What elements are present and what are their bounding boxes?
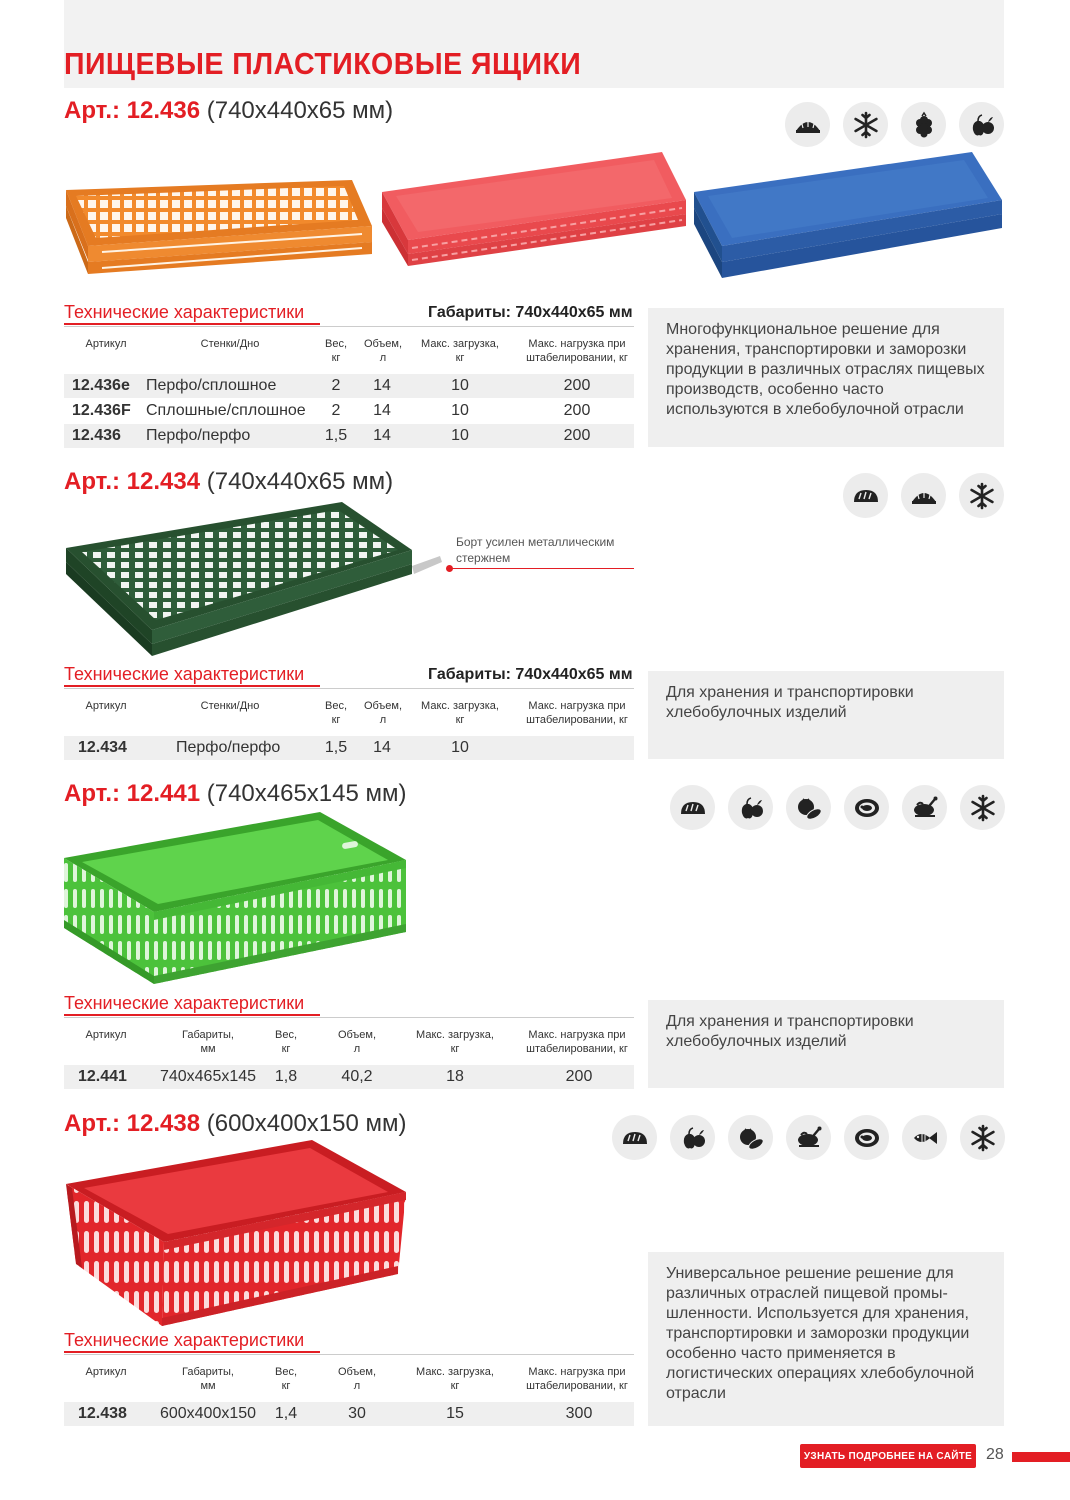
description-12436: Многофункциональное решение для хранения, транспортировки и заморозки продукции в различных отраслях пищевых производств, особенно часто используются в хлебобулочной отрасли — [648, 308, 1004, 447]
description-12441: Для хранения и транспортировки хлебобулочных изделий — [648, 1000, 1004, 1088]
cell-stack: 200 — [563, 377, 591, 394]
snowflake-icon — [960, 785, 1005, 830]
crate-green-image-12441 — [62, 808, 412, 993]
th-weight: Вес, кг — [324, 338, 347, 364]
cell-dims: 740х465х145 — [159, 1068, 257, 1085]
chicken-icon — [902, 785, 947, 830]
cell-volume: 40,2 — [341, 1068, 373, 1085]
th-dims: Габариты, мм — [182, 1029, 234, 1055]
cell-weight: 1,8 — [274, 1068, 298, 1085]
art-dims: (740х440х65 мм) — [200, 468, 394, 495]
cell-volume: 14 — [373, 739, 391, 756]
th-walls: Стенки/Дно — [200, 700, 260, 712]
tray-red-image — [382, 152, 686, 266]
spec-underline — [64, 323, 320, 325]
cell-walls: Перфо/перфо — [146, 427, 251, 444]
description-12438: Универсальное решение решение для различных отраслей пищевой промы-шленности. Используется для хранения, транспортировки и заморозки продукции особенно часто применяется в логистических операциях хлебобулочной отрасли — [648, 1252, 1004, 1426]
tray-blue-image — [694, 152, 1002, 278]
cell-load: 18 — [446, 1068, 464, 1085]
spec-underline — [64, 1351, 320, 1353]
vegetables-icon — [786, 785, 831, 830]
divider — [64, 326, 634, 327]
art-label: Арт.: 12.436 — [64, 97, 201, 124]
bread-icon — [670, 785, 715, 830]
fruit-icon — [670, 1115, 715, 1160]
reinforcement-note: Борт усилен металлическим стержнем — [456, 535, 615, 565]
cell-load: 10 — [451, 377, 469, 394]
cell-art: 12.436F — [72, 402, 131, 419]
meat-icon — [844, 1115, 889, 1160]
th-stack: Макс. нагрузка при штабелировании, кг — [526, 1029, 628, 1055]
cell-weight: 2 — [331, 377, 341, 394]
cell-load: 10 — [451, 402, 469, 419]
art-dims: (740х465х145 мм) — [200, 780, 407, 807]
tray-orange-image — [66, 180, 372, 274]
cell-load: 15 — [446, 1405, 464, 1422]
cell-stack: 300 — [565, 1405, 593, 1422]
cell-art: 12.436e — [72, 377, 130, 394]
cell-stack: 200 — [565, 1068, 593, 1085]
divider — [64, 1017, 634, 1018]
th-load: Макс. загрузка, кг — [416, 1029, 494, 1055]
cell-load: 10 — [451, 427, 469, 444]
usage-icons-12438 — [612, 1115, 1005, 1160]
divider — [64, 1354, 634, 1355]
crate-red-image-12438 — [62, 1138, 412, 1333]
th-art: Артикул — [85, 1366, 127, 1378]
dumpling-icon — [785, 102, 830, 147]
learn-more-button[interactable]: УЗНАТЬ ПОДРОБНЕЕ НА САЙТЕ — [800, 1444, 976, 1468]
th-volume: Объем, л — [337, 1029, 377, 1055]
cell-weight: 1,5 — [324, 739, 348, 756]
berry-icon — [901, 102, 946, 147]
vegetables-icon — [728, 1115, 773, 1160]
cell-weight: 2 — [331, 402, 341, 419]
spec-underline — [64, 685, 320, 687]
th-weight: Вес, кг — [274, 1029, 297, 1055]
tray-images-12436 — [62, 150, 1007, 300]
th-art: Артикул — [85, 1029, 127, 1041]
art-label: Арт.: 12.434 — [64, 468, 201, 495]
snowflake-icon — [959, 473, 1004, 518]
note-dot — [446, 565, 453, 572]
th-volume: Объем, л — [337, 1366, 377, 1392]
spec-title-12434: Технические характеристики — [64, 664, 305, 684]
th-art: Артикул — [85, 338, 127, 350]
art-heading-12438 — [64, 1110, 407, 1138]
th-load: Макс. загрузка, кг — [421, 700, 499, 726]
art-dims: (600х400х150 мм) — [200, 1110, 407, 1137]
cell-load: 10 — [451, 739, 469, 756]
cell-volume: 14 — [373, 377, 391, 394]
th-dims: Габариты, мм — [182, 1366, 234, 1392]
spec-title-12441: Технические характеристики — [64, 993, 305, 1013]
th-weight: Вес, кг — [274, 1366, 297, 1392]
cell-weight: 1,4 — [274, 1405, 298, 1422]
cell-volume: 30 — [348, 1405, 366, 1422]
cell-art: 12.438 — [78, 1405, 127, 1422]
fruit-icon — [959, 102, 1004, 147]
cell-stack: 200 — [563, 402, 591, 419]
art-heading-12434 — [64, 468, 393, 496]
dumpling-icon — [901, 473, 946, 518]
chicken-icon — [786, 1115, 831, 1160]
th-weight: Вес, кг — [324, 700, 347, 726]
spec-underline — [64, 1014, 320, 1016]
spec-title-12438: Технические характеристики — [64, 1330, 305, 1350]
cell-weight: 1,5 — [324, 427, 348, 444]
art-label: Арт.: 12.438 — [64, 1110, 201, 1137]
dims-label-12436: Габариты: 740х440х65 мм — [428, 304, 633, 321]
usage-icons-12436 — [785, 102, 1004, 147]
fruit-icon — [728, 785, 773, 830]
divider — [64, 688, 634, 689]
th-stack: Макс. нагрузка при штабелировании, кг — [526, 1366, 628, 1392]
th-volume: Объем, л — [363, 338, 403, 364]
cell-walls: Сплошные/сплошное — [146, 402, 306, 419]
th-stack: Макс. нагрузка при штабелировании, кг — [526, 700, 628, 726]
th-load: Макс. загрузка, кг — [421, 338, 499, 364]
usage-icons-12441 — [670, 785, 1005, 830]
bread-icon — [612, 1115, 657, 1160]
table-row — [64, 736, 634, 760]
footer-accent-bar — [1012, 1452, 1070, 1462]
cell-walls: Перфо/перфо — [176, 739, 281, 756]
th-load: Макс. загрузка, кг — [416, 1366, 494, 1392]
snowflake-icon — [960, 1115, 1005, 1160]
th-stack: Макс. нагрузка при штабелировании, кг — [526, 338, 628, 364]
page-title: ПИЩЕВЫЕ ПЛАСТИКОВЫЕ ЯЩИКИ — [64, 46, 582, 81]
meat-icon — [844, 785, 889, 830]
cell-dims: 600х400х150 — [159, 1405, 257, 1422]
art-heading-12436 — [64, 97, 393, 125]
th-volume: Объем, л — [363, 700, 403, 726]
snowflake-icon — [843, 102, 888, 147]
note-line — [450, 568, 634, 569]
tray-green-image-12434 — [62, 500, 452, 660]
art-label: Арт.: 12.441 — [64, 780, 201, 807]
fish-icon — [902, 1115, 947, 1160]
spec-title-12436: Технические характеристики — [64, 302, 305, 322]
th-walls: Стенки/Дно — [200, 338, 260, 350]
cell-art: 12.434 — [78, 739, 127, 756]
art-heading-12441 — [64, 780, 407, 808]
cell-stack: 200 — [563, 427, 591, 444]
cell-volume: 14 — [373, 402, 391, 419]
art-dims: (740х440х65 мм) — [200, 97, 394, 124]
description-12434: Для хранения и транспортировки хлебобулочных изделий — [648, 671, 1004, 759]
cell-volume: 14 — [373, 427, 391, 444]
usage-icons-12434 — [843, 473, 1004, 518]
page-number: 28 — [986, 1446, 1004, 1463]
cell-walls: Перфо/сплошное — [146, 377, 277, 394]
bread-icon — [843, 473, 888, 518]
th-art: Артикул — [85, 700, 127, 712]
dims-label-12434: Габариты: 740х440х65 мм — [428, 666, 633, 683]
cell-art: 12.436 — [72, 427, 121, 444]
cell-art: 12.441 — [78, 1068, 127, 1085]
